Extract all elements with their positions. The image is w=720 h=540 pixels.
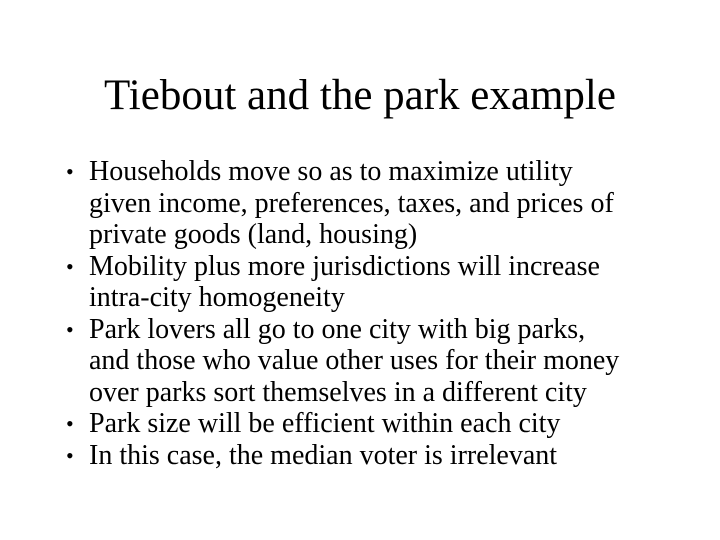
bullet-item: [58, 440, 688, 472]
bullet-icon: •: [66, 159, 74, 184]
bullet-line: Mobility plus more jurisdictions will increase: [89, 250, 600, 282]
bullet-line: over parks sort themselves in a different city: [89, 376, 587, 408]
slide-title: Tiebout and the park example: [104, 72, 616, 119]
bullet-line: Households move so as to maximize utility: [89, 156, 573, 187]
bullet-line: Park size will be efficient within each city: [89, 408, 561, 439]
bullet-line: Park lovers all go to one city with big parks,: [89, 313, 586, 345]
bullet-icon: •: [66, 316, 74, 342]
bullet-item: [58, 314, 688, 409]
bullet-line: In this case, the median voter is irrelevant: [89, 439, 558, 471]
bullet-icon: •: [66, 442, 74, 468]
bullet-item: [58, 408, 688, 440]
bullet-line: intra-city homogeneity: [89, 282, 345, 313]
bullet-icon: •: [66, 253, 74, 279]
bullet-item: [58, 156, 688, 251]
bullet-list: [58, 156, 688, 471]
bullet-line: and those who value other uses for their money: [89, 345, 620, 376]
bullet-icon: •: [66, 411, 74, 436]
bullet-line: private goods (land, housing): [89, 219, 418, 250]
bullet-line: given income, preferences, taxes, and prices of: [89, 187, 614, 219]
bullet-item: [58, 251, 688, 314]
